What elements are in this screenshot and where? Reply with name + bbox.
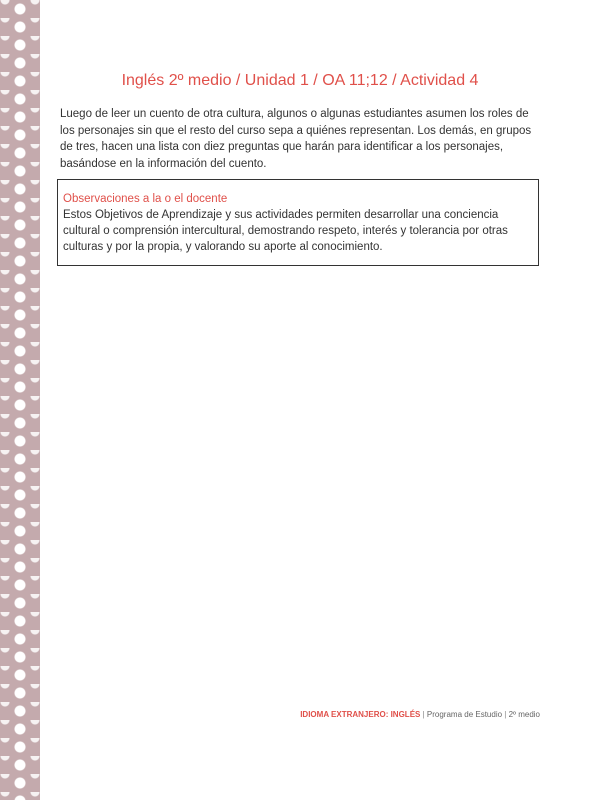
observations-heading: Observaciones a la o el docente <box>63 193 228 205</box>
activity-description: Luego de leer un cuento de otra cultura, algunos o algunas estudiantes asumen los roles de los personajes sin que el resto del curso sepa a quiénes representan. Los demás, en grupos de tres, hacen una lista con diez preguntas que harán para identificar a los personajes, basándose en la información del cuento. <box>60 108 532 170</box>
footer-separator: | <box>504 710 507 719</box>
footer-separator: | <box>422 710 425 719</box>
page-footer <box>250 710 540 719</box>
observations-box <box>57 179 539 266</box>
page-title: Inglés 2º medio / Unidad 1 / OA 11;12 / Actividad 4 <box>121 72 479 89</box>
observations-text: Estos Objetivos de Aprendizaje y sus actividades permiten desarrollar una conciencia cultural o comprensión intercultural, demostrando respeto, interés y tolerancia por otras culturas y por la propia, y valorando su aporte al conocimiento. <box>63 209 508 253</box>
footer-subject: IDIOMA EXTRANJERO: INGLÉS <box>300 710 421 719</box>
footer-grade: 2º medio <box>508 710 540 719</box>
decorative-side-strip <box>0 0 40 800</box>
footer-program: Programa de Estudio <box>426 710 503 719</box>
